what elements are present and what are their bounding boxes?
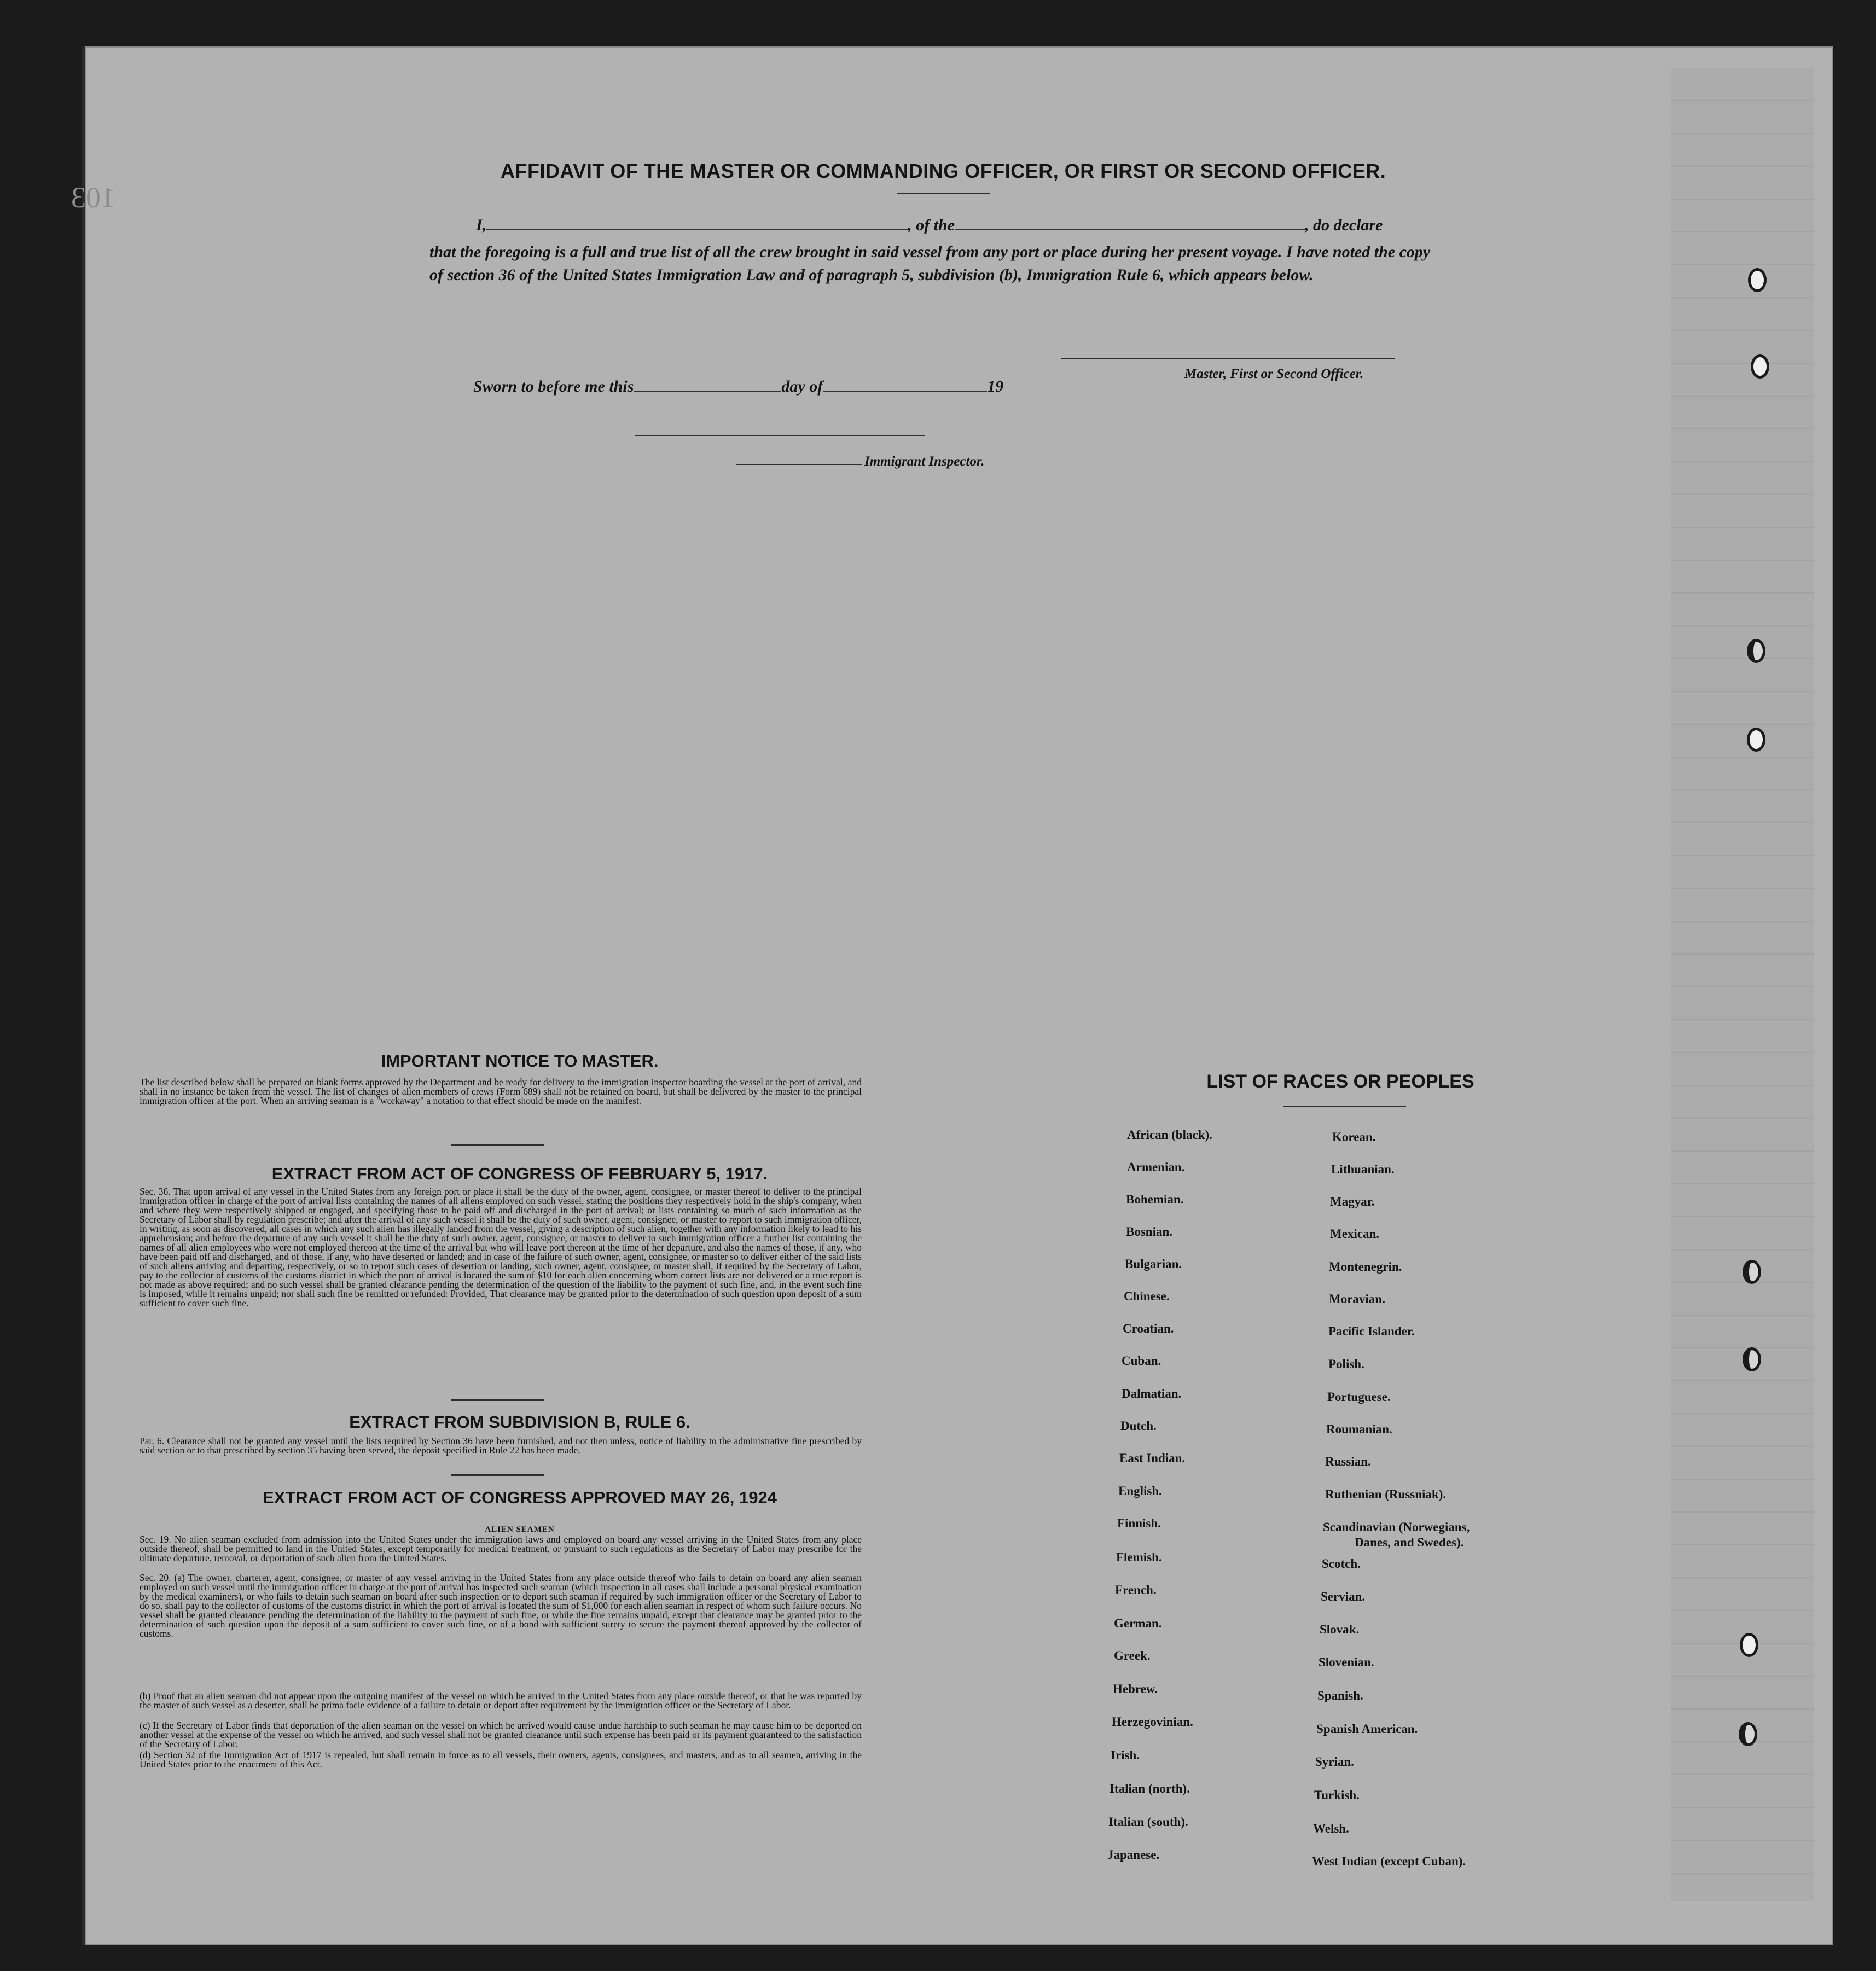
race-item: Slovak. bbox=[1320, 1623, 1360, 1636]
master-signature-label: Master, First or Second Officer. bbox=[1184, 367, 1364, 381]
race-item: Armenian. bbox=[1127, 1160, 1185, 1174]
section-rule bbox=[451, 1474, 544, 1476]
race-item: Dutch. bbox=[1120, 1419, 1157, 1433]
race-item: Irish. bbox=[1111, 1748, 1140, 1762]
race-item: German. bbox=[1114, 1617, 1162, 1630]
race-item: West Indian (except Cuban). bbox=[1312, 1854, 1466, 1868]
race-item: Croatian. bbox=[1123, 1322, 1174, 1335]
extract-1924-title: EXTRACT FROM ACT OF CONGRESS APPROVED MAY 26, 1924 bbox=[263, 1488, 777, 1507]
extract-1917-title: EXTRACT FROM ACT OF CONGRESS OF FEBRUARY 5, 1917. bbox=[271, 1164, 768, 1183]
binder-hole bbox=[1748, 268, 1767, 292]
day-of-label: day of bbox=[781, 377, 823, 396]
race-item: Welsh. bbox=[1313, 1822, 1349, 1835]
race-item: Chinese. bbox=[1124, 1289, 1170, 1303]
extract-1924-sec19: Sec. 19. No alien seaman excluded from admission into the United States under the immigration laws and employed on board any vessel arriving in the United States from any place outside thereof, shall be permitted to land in the United States, except temporarily for medical treatment, or pursuant to such regulations as the Secretary of Labor may prescribe for the ultimate departure, removal, or deportation of such alien from the United States. bbox=[140, 1534, 862, 1563]
race-item: Polish. bbox=[1328, 1357, 1364, 1371]
race-item: Italian (north). bbox=[1110, 1782, 1190, 1795]
race-item: Greek. bbox=[1114, 1649, 1151, 1662]
year-prefix: 19 bbox=[987, 377, 1004, 396]
races-title-rule bbox=[1283, 1106, 1406, 1107]
race-item: Italian (south). bbox=[1108, 1815, 1188, 1829]
notice-title: IMPORTANT NOTICE TO MASTER. bbox=[381, 1051, 659, 1071]
race-item: Syrian. bbox=[1315, 1755, 1354, 1769]
race-item: Flemish. bbox=[1116, 1550, 1162, 1564]
binder-hole bbox=[1751, 354, 1769, 379]
race-item: Bulgarian. bbox=[1125, 1257, 1182, 1271]
sworn-label: Sworn to before me this bbox=[473, 377, 634, 396]
extract-1924-sec20b: (b) Proof that an alien seaman did not appear upon the outgoing manifest of the vessel on which he arrived in the United States from any place outside thereof, or that he was reported by the master of such vessel as a deserter, shall be prima facie evidence of a failure to detain or deport after requirement by the immigration officer or the Secretary of Labor. bbox=[140, 1690, 862, 1711]
race-item: Dalmatian. bbox=[1122, 1387, 1182, 1400]
races-title: LIST OF RACES OR PEOPLES bbox=[1206, 1071, 1474, 1092]
race-item: Pacific Islander. bbox=[1328, 1324, 1415, 1338]
binder-hole bbox=[1743, 1260, 1761, 1284]
race-item: Lithuanian. bbox=[1331, 1162, 1395, 1176]
bleed-through-ruled-columns bbox=[1671, 68, 1814, 1901]
race-item: Moravian. bbox=[1329, 1292, 1385, 1306]
race-item: Bohemian. bbox=[1126, 1193, 1184, 1206]
vessel-blank bbox=[955, 229, 1305, 230]
name-blank bbox=[486, 229, 908, 230]
race-item: Scandinavian (Norwegians, bbox=[1323, 1520, 1470, 1534]
race-item: Finnish. bbox=[1117, 1516, 1161, 1530]
binder-hole bbox=[1747, 639, 1765, 663]
extract-1924-sec20a: Sec. 20. (a) The owner, charterer, agent, consignee, or master of any vessel arriving in the United States from any place outside thereof who fails to detain on board any alien seaman employed on such vessel until the immigration officer in charge at the port of arrival has inspected such seaman (which inspection in all cases shall include a personal physical examination by the medical examiners), or who fails to detain such seaman on board after such inspection or to deport such seaman if required by such immigration officer or the Secretary of Labor to do so, shall pay to the collector of customs of the customs district in which the port of arrival is located the sum of $1,000 for each alien seaman in respect of whom such failure occurs. No vessel shall be granted clearance pending the determination of the liability to the payment of such fine, or while the fine remains unpaid, except that clearance may be granted prior to the determination of such question upon the deposit of a sum sufficient to cover such fine, or of a bond with sufficient surety to secure the payment thereof approved by the collector of customs. bbox=[140, 1572, 862, 1639]
extract-rule6-text: Par. 6. Clearance shall not be granted any vessel until the lists required by Section 36 have been furnished, and not then unless, notice of liability to the administrative fine prescribed by said section or to that prescribed by section 35 having been served, the deposit specified in Rule 22 has been made. bbox=[140, 1435, 862, 1456]
binder-hole bbox=[1739, 1722, 1757, 1746]
race-item: Turkish. bbox=[1314, 1788, 1360, 1802]
month-blank bbox=[823, 391, 987, 392]
race-item: Korean. bbox=[1332, 1130, 1376, 1144]
do-declare-label: , do declare bbox=[1305, 216, 1383, 234]
title-rule bbox=[897, 193, 990, 194]
race-item: Montenegrin. bbox=[1329, 1260, 1402, 1274]
inspector-signature-line bbox=[635, 435, 925, 436]
race-item: Cuban. bbox=[1122, 1354, 1161, 1368]
race-item: Roumanian. bbox=[1326, 1422, 1392, 1436]
race-item: Spanish. bbox=[1317, 1689, 1363, 1702]
document-page bbox=[82, 46, 1833, 1945]
sworn-line bbox=[473, 377, 1003, 396]
race-item: Slovenian. bbox=[1319, 1655, 1374, 1669]
race-item: Russian. bbox=[1325, 1455, 1371, 1468]
race-item: Portuguese. bbox=[1327, 1390, 1391, 1404]
race-item: Mexican. bbox=[1330, 1227, 1380, 1241]
race-item: Hebrew. bbox=[1113, 1682, 1158, 1696]
race-item: Japanese. bbox=[1107, 1848, 1160, 1862]
binder-hole bbox=[1743, 1347, 1761, 1371]
race-item: French. bbox=[1115, 1583, 1157, 1597]
extract-1924-sec20c: (c) If the Secretary of Labor finds that deportation of the alien seaman on the vessel on which he arrived would cause undue hardship to such seaman he may cause him to be deported on another vessel at the expense of the vessel on which he arrived, and such vessel shall not be granted clearance until such expense has been paid or its payment guaranteed to the satisfaction of the Secretary of Labor. bbox=[140, 1720, 862, 1749]
affidavit-body: that the foregoing is a full and true list of all the crew brought in said vessel from any port or place during her present voyage. I have noted the copy of section 36 of the United States Immigration Law and of paragraph 5, subdivision (b), Immigration Rule 6, which appears below. bbox=[429, 243, 1431, 284]
of-the-label: , of the bbox=[908, 216, 955, 234]
race-item: Danes, and Swedes). bbox=[1355, 1536, 1464, 1549]
extract-1924-subtitle: ALIEN SEAMEN bbox=[485, 1525, 555, 1534]
race-item: East Indian. bbox=[1119, 1451, 1186, 1465]
i-label: I, bbox=[476, 216, 487, 234]
race-item: Magyar. bbox=[1330, 1195, 1375, 1208]
race-item: Servian. bbox=[1321, 1590, 1366, 1603]
race-item: Spanish American. bbox=[1316, 1722, 1418, 1736]
extract-1917-text: Sec. 36. That upon arrival of any vessel in the United States from any foreign port or place it shall be the duty of the owner, agent, consignee, or master thereof to deliver to the principal immigration officer in charge of the port of arrival lists containing the names of all aliens employed on such vessel, stating the positions they respectively hold in the ship's company, when and where they were respectively shipped or engaged, and specifying those to be paid off and discharged in the port of arrival; or lists containing so much of such information as the Secretary of Labor shall by regulation prescribe; and after the arrival of any such vessel it shall be the duty of such owner, agent, consignee, or master to report to such immigration officer, in writing, as soon as discovered, all cases in which any such alien has illegally landed from the vessel, giving a description of such alien, together with any information likely to lead to his apprehension; and before the departure of any such vessel it shall be the duty of such owner, agent, consignee, or master to deliver to such immigration officer a further list containing the names of all alien employees who were not employed thereon at the time of the arrival but who will leave port thereon at the time of her departure, and also the names of those, if any, who have been paid off and discharged, and of those, if any, who have deserted or landed; and in case of the failure of such owner, agent, consignee, or master so to deliver either of the said lists of such aliens arriving and departing, respectively, or so to report such cases of desertion or landing, such owner, agent, consignee, or master shall, if required by the Secretary of Labor, pay to the collector of customs of the customs district in which the port of arrival is located the sum of $10 for each alien concerning whom correct lists are not delivered or a true report is not made as above required; and no such vessel shall be granted clearance pending the determination of the question of the liability to the payment of such fine, and, in the event such fine is imposed, while it remains unpaid; nor shall such fine be remitted or refunded: Provided, That clearance may be granted prior to the determination of such question upon deposit of a sum sufficient to cover such fine. bbox=[140, 1186, 862, 1309]
race-item: African (black). bbox=[1127, 1128, 1212, 1142]
race-item: Ruthenian (Russniak). bbox=[1325, 1487, 1447, 1501]
binder-hole bbox=[1740, 1633, 1758, 1657]
race-item: Bosnian. bbox=[1126, 1225, 1173, 1239]
race-item: Scotch. bbox=[1322, 1557, 1361, 1571]
master-signature-line bbox=[1061, 358, 1395, 359]
section-rule bbox=[451, 1399, 544, 1401]
extract-1924-sec20d: (d) Section 32 of the Immigration Act of 1917 is repealed, but shall remain in force as to all vessels, their owners, agents, consignees, and masters, and as to all seamen, arriving in the United States prior to the enactment of this Act. bbox=[140, 1749, 862, 1770]
race-item: Herzegovinian. bbox=[1112, 1715, 1193, 1729]
race-item: English. bbox=[1118, 1484, 1162, 1498]
margin-page-number: 103 bbox=[71, 181, 115, 214]
section-rule bbox=[451, 1144, 544, 1146]
inspector-short-line bbox=[736, 464, 862, 465]
binder-hole bbox=[1747, 728, 1765, 752]
inspector-signature-label: Immigrant Inspector. bbox=[864, 454, 985, 469]
notice-text: The list described below shall be prepared on blank forms approved by the Department and be ready for delivery to the immigration inspector boarding the vessel at the port of arrival, and shall in no instance be taken from the vessel. The list of changes of alien members of crews (Form 689) shall not be retained on board, but shall be delivered by the master to the principal immigration officer at the port. When an arriving seaman is a "workaway" a notation to that effect should be made on the manifest. bbox=[140, 1077, 862, 1106]
affidavit-title: AFFIDAVIT OF THE MASTER OR COMMANDING OFFICER, OR FIRST OR SECOND OFFICER. bbox=[501, 160, 1386, 182]
extract-rule6-title: EXTRACT FROM SUBDIVISION B, RULE 6. bbox=[349, 1412, 690, 1432]
affidavit-declaration-line bbox=[476, 216, 1383, 235]
day-blank bbox=[634, 391, 781, 392]
